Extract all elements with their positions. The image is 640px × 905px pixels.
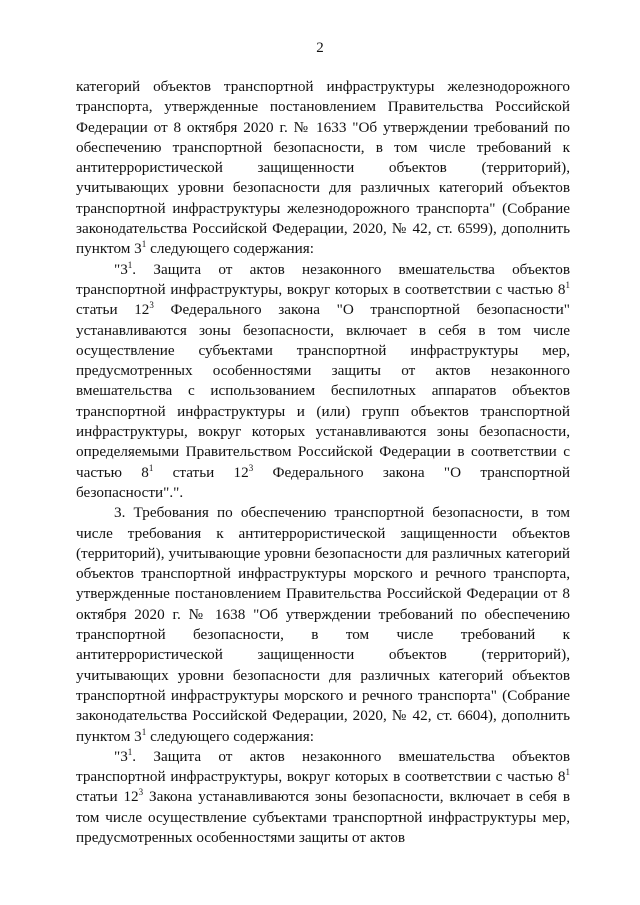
paragraph-text: Закона устанавливаются зоны безопасности, включает в себя в том числе осуществление субъектами транспортной инфраструктуры мер, предусмотренных особенностями защиты от актов xyxy=(76,788,570,846)
paragraph-text: следующего содержания: xyxy=(146,727,314,745)
superscript-index: 1 xyxy=(141,726,147,737)
superscript-index: 1 xyxy=(141,239,147,250)
paragraph-p4 xyxy=(76,747,570,848)
paragraph-p3 xyxy=(76,503,570,747)
superscript-index: 3 xyxy=(248,462,254,473)
superscript-index: 3 xyxy=(149,300,154,311)
paragraph-text: "3 xyxy=(114,260,128,278)
superscript-index: 1 xyxy=(127,746,133,757)
paragraph-text: "3 xyxy=(114,747,128,765)
paragraph-text: статьи 12 xyxy=(153,463,249,481)
paragraph-text: категорий объектов транспортной инфраструктуры железнодорожного транспорта, утвержденные постановлением Правительства Российской Федерации от 8 октября 2020 г. № 1633 "Об утверждении требований по обеспечению транспортной безопасности, в том числе требований к антитеррористической защищенности объектов (территорий), учитывающих уровни безопасности для различных категорий объектов транспортной инфраструктуры железнодорожного транспорта" (Собрание законодательства Российской Федерации, 2020, № 42, ст. 6599), дополнить пунктом 3 xyxy=(76,78,570,258)
superscript-index: 1 xyxy=(565,279,570,290)
superscript-index: 3 xyxy=(138,787,144,798)
paragraph-text: следующего содержания: xyxy=(146,240,314,258)
paragraph-text: Федерального закона "О транспортной безопасности".". xyxy=(76,463,570,501)
page-number: 2 xyxy=(316,40,324,56)
paragraph-text: . Защита от актов незаконного вмешательства объектов транспортной инфраструктуры, вокруг которых в соответствии с частью 8 xyxy=(76,747,570,786)
paragraph-p1 xyxy=(76,77,570,260)
superscript-index: 1 xyxy=(127,259,133,270)
superscript-index: 1 xyxy=(148,462,154,473)
paragraph-p2 xyxy=(76,260,570,504)
paragraph-text: 3. Требования по обеспечению транспортной безопасности, в том числе требования к антитеррористической защищенности объектов (территорий), учитывающие уровни безопасности для различных категорий объектов транспортной инфраструктуры морского и речного транспорта, утвержденные постановлением Правительства Российской Федерации от 8 октября 2020 г. № 1638 "Об утверждении требований по обеспечению транспортной безопасности, в том числе требований к антитеррористической защищенности объектов (территорий), учитывающих уровни безопасности для различных категорий объектов транспортной инфраструктуры морского и речного транспорта" (Собрание законодательства Российской Федерации, 2020, № 42, ст. 6604), дополнить пунктом 3 xyxy=(76,504,570,745)
superscript-index: 1 xyxy=(565,767,570,778)
document-body xyxy=(76,77,570,848)
paragraph-text: статьи 12 xyxy=(76,788,139,806)
paragraph-text: статьи 12 xyxy=(76,301,150,319)
paragraph-text: . Защита от актов незаконного вмешательства объектов транспортной инфраструктуры, вокруг которых в соответствии с частью 8 xyxy=(76,260,570,298)
paragraph-text: Федерального закона "О транспортной безопасности" устанавливаются зоны безопасности, включает в себя в том числе осуществление субъектами транспортной инфраструктуры мер, предусмотренных особенностями защиты от актов незаконного вмешательства с использованием беспилотных аппаратов объектов транспортной инфраструктуры и (или) групп объектов транспортной инфраструктуры, вокруг которых устанавливаются зоны безопасности, определяемыми Правительством Российской Федерации в соответствии с частью 8 xyxy=(76,301,570,481)
